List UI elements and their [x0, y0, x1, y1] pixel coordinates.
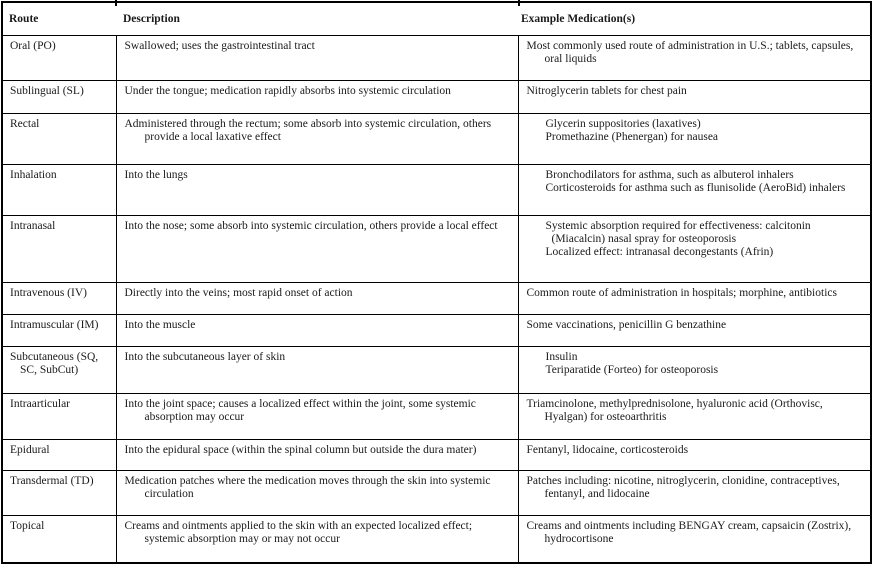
route-cell: Intramuscular (IM) — [2, 315, 116, 347]
column-header-example-medications: Example Medication(s) — [518, 2, 871, 36]
route-cell: Inhalation — [2, 165, 116, 216]
route-cell: Sublingual (SL) — [2, 81, 116, 114]
examples-cell: Common route of administration in hospitals; morphine, antibiotics — [518, 283, 871, 315]
column-header-route: Route — [2, 2, 116, 36]
examples-cell: Some vaccinations, penicillin G benzathine — [518, 315, 871, 347]
description-cell: Into the lungs — [116, 165, 518, 216]
column-header-description: Description — [116, 2, 518, 36]
description-cell: Under the tongue; medication rapidly absorbs into systemic circulation — [116, 81, 518, 114]
table-row-oral — [2, 36, 871, 81]
examples-cell: Patches including: nicotine, nitroglycerin, clonidine, contraceptives, fentanyl, and lidocaine — [518, 471, 871, 516]
medication-routes-table-container — [1, 0, 871, 564]
route-cell: Subcutaneous (SQ, SC, SubCut) — [2, 347, 116, 394]
table-row-intraarticular — [2, 394, 871, 440]
examples-cell: Nitroglycerin tablets for chest pain — [518, 81, 871, 114]
route-cell: Intranasal — [2, 216, 116, 283]
examples-cell: Most commonly used route of administration in U.S.; tablets, capsules, oral liquids — [518, 36, 871, 81]
description-cell: Into the nose; some absorb into systemic circulation, others provide a local effect — [116, 216, 518, 283]
examples-cell: Insulin Teriparatide (Forteo) for osteoporosis — [518, 347, 871, 394]
description-cell: Into the muscle — [116, 315, 518, 347]
table-row-intranasal — [2, 216, 871, 283]
description-cell: Medication patches where the medication moves through the skin into systemic circulation — [116, 471, 518, 516]
medication-routes-table — [1, 1, 872, 564]
route-cell: Epidural — [2, 440, 116, 471]
table-row-subcutaneous — [2, 347, 871, 394]
description-cell: Creams and ointments applied to the skin with an expected localized effect; systemic absorption may or may not occur — [116, 516, 518, 564]
description-cell: Directly into the veins; most rapid onset of action — [116, 283, 518, 315]
table-row-transdermal — [2, 471, 871, 516]
table-row-intravenous — [2, 283, 871, 315]
examples-cell: Bronchodilators for asthma, such as albuterol inhalers Corticosteroids for asthma such as flunisolide (AeroBid) inhalers — [518, 165, 871, 216]
description-cell: Swallowed; uses the gastrointestinal tract — [116, 36, 518, 81]
route-cell: Topical — [2, 516, 116, 564]
table-row-sublingual — [2, 81, 871, 114]
column-boundary-tick — [518, 0, 520, 6]
examples-cell: Glycerin suppositories (laxatives) Promethazine (Phenergan) for nausea — [518, 114, 871, 165]
route-cell: Rectal — [2, 114, 116, 165]
table-row-inhalation — [2, 165, 871, 216]
description-cell: Into the joint space; causes a localized effect within the joint, some systemic absorption may occur — [116, 394, 518, 440]
examples-cell: Triamcinolone, methylprednisolone, hyaluronic acid (Orthovisc, Hyalgan) for osteoarthritis — [518, 394, 871, 440]
table-row-rectal — [2, 114, 871, 165]
table-row-epidural — [2, 440, 871, 471]
examples-cell: Creams and ointments including BENGAY cream, capsaicin (Zostrix), hydrocortisone — [518, 516, 871, 564]
examples-cell: Fentanyl, lidocaine, corticosteroids — [518, 440, 871, 471]
table-row-topical — [2, 516, 871, 564]
description-cell: Into the epidural space (within the spinal column but outside the dura mater) — [116, 440, 518, 471]
route-cell: Transdermal (TD) — [2, 471, 116, 516]
route-cell: Oral (PO) — [2, 36, 116, 81]
route-cell: Intravenous (IV) — [2, 283, 116, 315]
description-cell: Administered through the rectum; some absorb into systemic circulation, others provide a local laxative effect — [116, 114, 518, 165]
examples-cell: Systemic absorption required for effectiveness: calcitonin (Miacalcin) nasal spray for osteoporosis Localized effect: intranasal decongestants (Afrin) — [518, 216, 871, 283]
table-row-intramuscular — [2, 315, 871, 347]
column-boundary-tick — [115, 0, 117, 6]
route-cell: Intraarticular — [2, 394, 116, 440]
header-row — [2, 2, 871, 36]
description-cell: Into the subcutaneous layer of skin — [116, 347, 518, 394]
